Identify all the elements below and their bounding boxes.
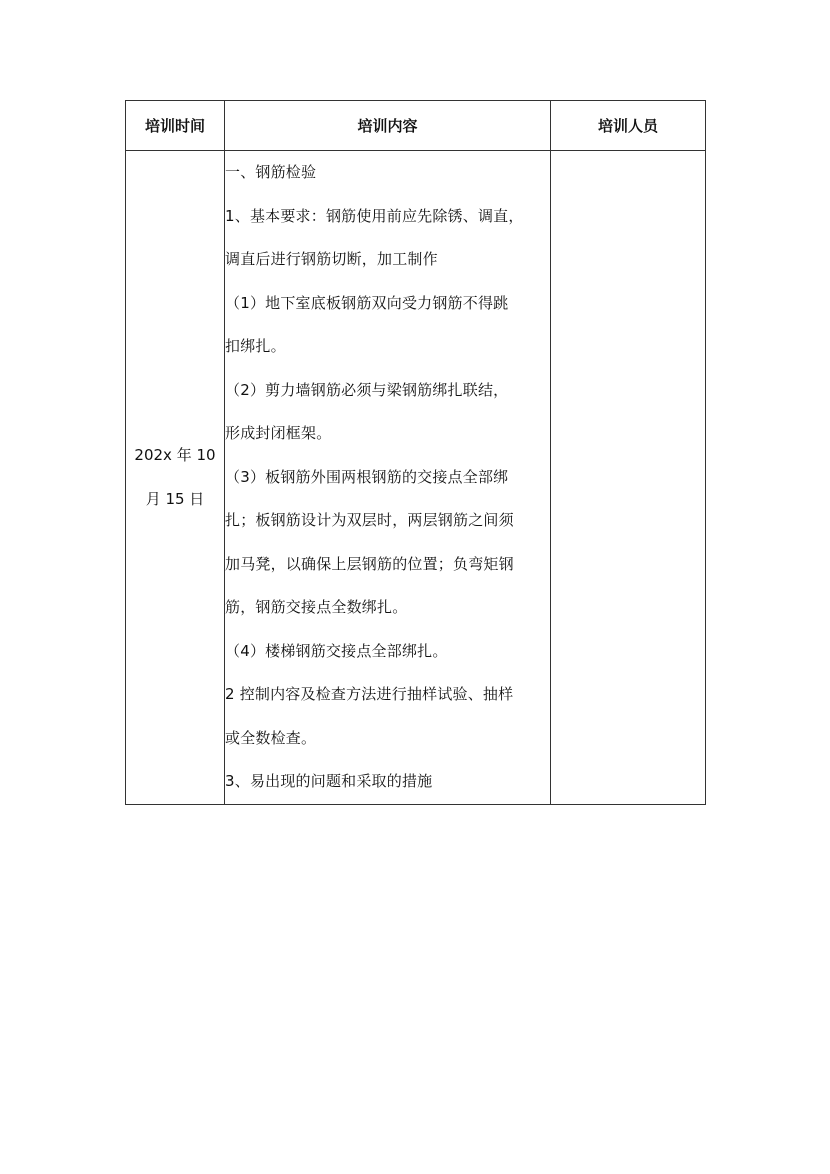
content-line: 2 控制内容及检查方法进行抽样试验、抽样 bbox=[225, 685, 514, 703]
content-line: 加马凳，以确保上层钢筋的位置；负弯矩钢 bbox=[225, 554, 514, 573]
training-content-cell bbox=[225, 151, 551, 805]
training-staff-cell bbox=[551, 151, 706, 805]
content-line: 1、基本要求：钢筋使用前应先除锈、调直， bbox=[225, 206, 524, 225]
content-line: （3）板钢筋外围两根钢筋的交接点全部绑 bbox=[225, 467, 509, 486]
training-date: 202x 年 10 月 15 日 bbox=[134, 446, 216, 509]
content-line: 筋，钢筋交接点全数绑扎。 bbox=[225, 598, 408, 616]
content-line: 一、钢筋检验 bbox=[225, 163, 317, 181]
table-header-row bbox=[126, 101, 706, 151]
content-line: 扣绑扎。 bbox=[225, 337, 286, 355]
header-training-time: 培训时间 bbox=[126, 101, 225, 151]
header-training-content: 培训内容 bbox=[225, 101, 551, 151]
content-line: 扎；板钢筋设计为双层时，两层钢筋之间须 bbox=[225, 511, 514, 529]
content-line: （2）剪力墙钢筋必须与梁钢筋绑扎联结， bbox=[225, 380, 509, 399]
table-row bbox=[126, 151, 706, 805]
content-line: （4）楼梯钢筋交接点全部绑扎。 bbox=[225, 641, 448, 660]
content-line: 3、易出现的问题和采取的措施 bbox=[225, 772, 433, 790]
training-date-cell bbox=[126, 151, 225, 805]
content-line: 或全数检查。 bbox=[225, 728, 317, 747]
content-line: 形成封闭框架。 bbox=[225, 424, 332, 442]
content-line: （1）地下室底板钢筋双向受力钢筋不得跳 bbox=[225, 293, 509, 312]
header-training-staff: 培训人员 bbox=[551, 101, 706, 151]
training-record-table bbox=[125, 100, 706, 805]
content-line: 调直后进行钢筋切断，加工制作 bbox=[225, 250, 438, 268]
